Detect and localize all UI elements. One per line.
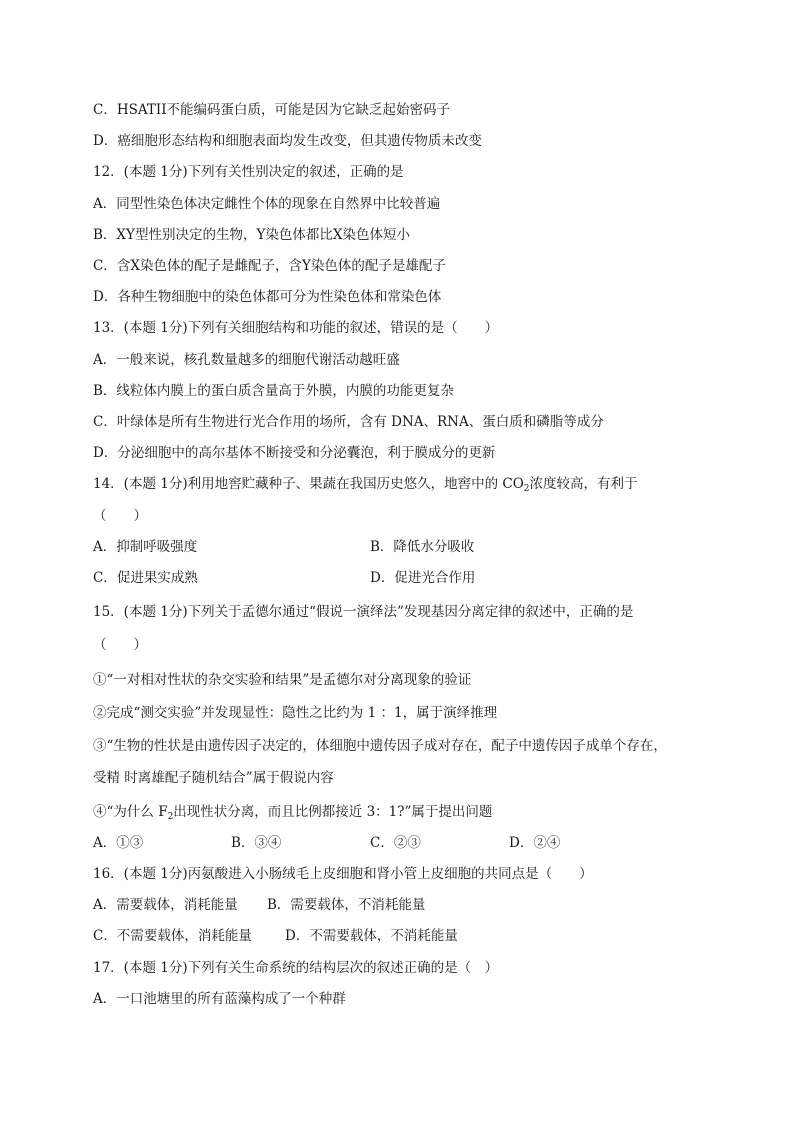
q14-answer-paren: （ ） [93,508,147,524]
q14-option-c: C．促进果实成熟 [93,570,198,586]
q12-stem: 12．(本题 1分)下列有关性别决定的叙述，正确的是 [93,164,404,180]
q15-s4-post: 出现性状分离，而且比例都接近 3：1?”属于提出问题 [173,804,493,820]
q13-option-a: A．一般来说，核孔数量越多的细胞代谢活动越旺盛 [93,352,400,368]
q15-statement-4 [93,803,492,826]
q17-option-a: A．一口池塘里的所有蓝藻构成了一个种群 [93,991,346,1007]
q17-stem: 17．(本题 1分)下列有关生命系统的结构层次的叙述正确的是（ ） [93,960,499,976]
q16-option-a: A．需要载体，消耗能量 [93,897,238,913]
q13-stem: 13．(本题 1分)下列有关细胞结构和功能的叙述，错误的是（ ） [93,320,499,336]
q14-stem [93,475,638,498]
q15-s4-pre: ④“为什么 F [93,804,168,820]
q15-option-d: D．②④ [509,835,561,851]
q16-stem: 16．(本题 1分)丙氨酸进入小肠绒毛上皮细胞和肾小管上皮细胞的共同点是（ ） [93,866,593,882]
q15-f2-subscript: 2 [167,812,174,822]
q12-option-c: C．含X染色体的配子是雌配子，含Y染色体的配子是雄配子 [93,258,446,274]
q15-statement-2: ②完成“测交实验”并发现显性：隐性之比约为 1 ：1，属于演绎推理 [93,705,498,721]
q15-statement-1: ①“一对相对性状的杂交实验和结果”是孟德尔对分离现象的验证 [93,672,472,688]
q13-option-c: C．叶绿体是所有生物进行光合作用的场所，含有 DNA、RNA、蛋白质和磷脂等成分 [93,414,604,430]
q15-statement-3-line-1: ③“生物的性状是由遗传因子决定的，体细胞中遗传因子成对存在，配子中遗传因子成单个存在， [93,738,667,754]
q12-option-b: B．XY型性别决定的生物，Y染色体都比X染色体短小 [93,227,410,243]
q14-co2-subscript: 2 [523,484,530,494]
q12-option-a: A．同型性染色体决定雌性个体的现象在自然界中比较普遍 [93,196,441,212]
q15-option-c: C．②③ [370,835,421,851]
q16-option-b: B．需要载体，不消耗能量 [267,897,426,913]
q14-stem-pre: 14．(本题 1分)利用地窖贮藏种子、果蔬在我国历史悠久，地窖中的 CO [93,476,524,492]
q14-option-b: B．降低水分吸收 [370,539,475,555]
q15-statement-3-line-2: 受精 时离雄配子随机结合”属于假说内容 [93,770,334,786]
q15-stem: 15．(本题 1分)下列关于孟德尔通过“假说一演绎法”发现基因分离定律的叙述中，正确的是 [93,604,634,620]
q12-option-d: D．各种生物细胞中的染色体都可分为性染色体和常染色体 [93,289,442,305]
q14-stem-post: 浓度较高，有利于 [529,476,638,492]
q13-option-d: D．分泌细胞中的高尔基体不断接受和分泌囊泡，利于膜成分的更新 [93,445,496,461]
q16-option-d: D．不需要载体，不消耗能量 [285,928,458,944]
q16-option-c: C．不需要载体，消耗能量 [93,928,252,944]
q13-option-b: B．线粒体内膜上的蛋白质含量高于外膜，内膜的功能更复杂 [93,383,454,399]
q14-option-a: A．抑制呼吸强度 [93,539,198,555]
q15-option-a: A．①③ [93,835,144,851]
q11-option-c: C．HSATII不能编码蛋白质，可能是因为它缺乏起始密码子 [93,102,451,118]
q11-option-d: D．癌细胞形态结构和细胞表面均发生改变，但其遗传物质未改变 [93,133,482,149]
q14-option-d: D．促进光合作用 [370,570,476,586]
q15-option-b: B．③④ [231,835,282,851]
q15-answer-paren: （ ） [93,637,147,653]
